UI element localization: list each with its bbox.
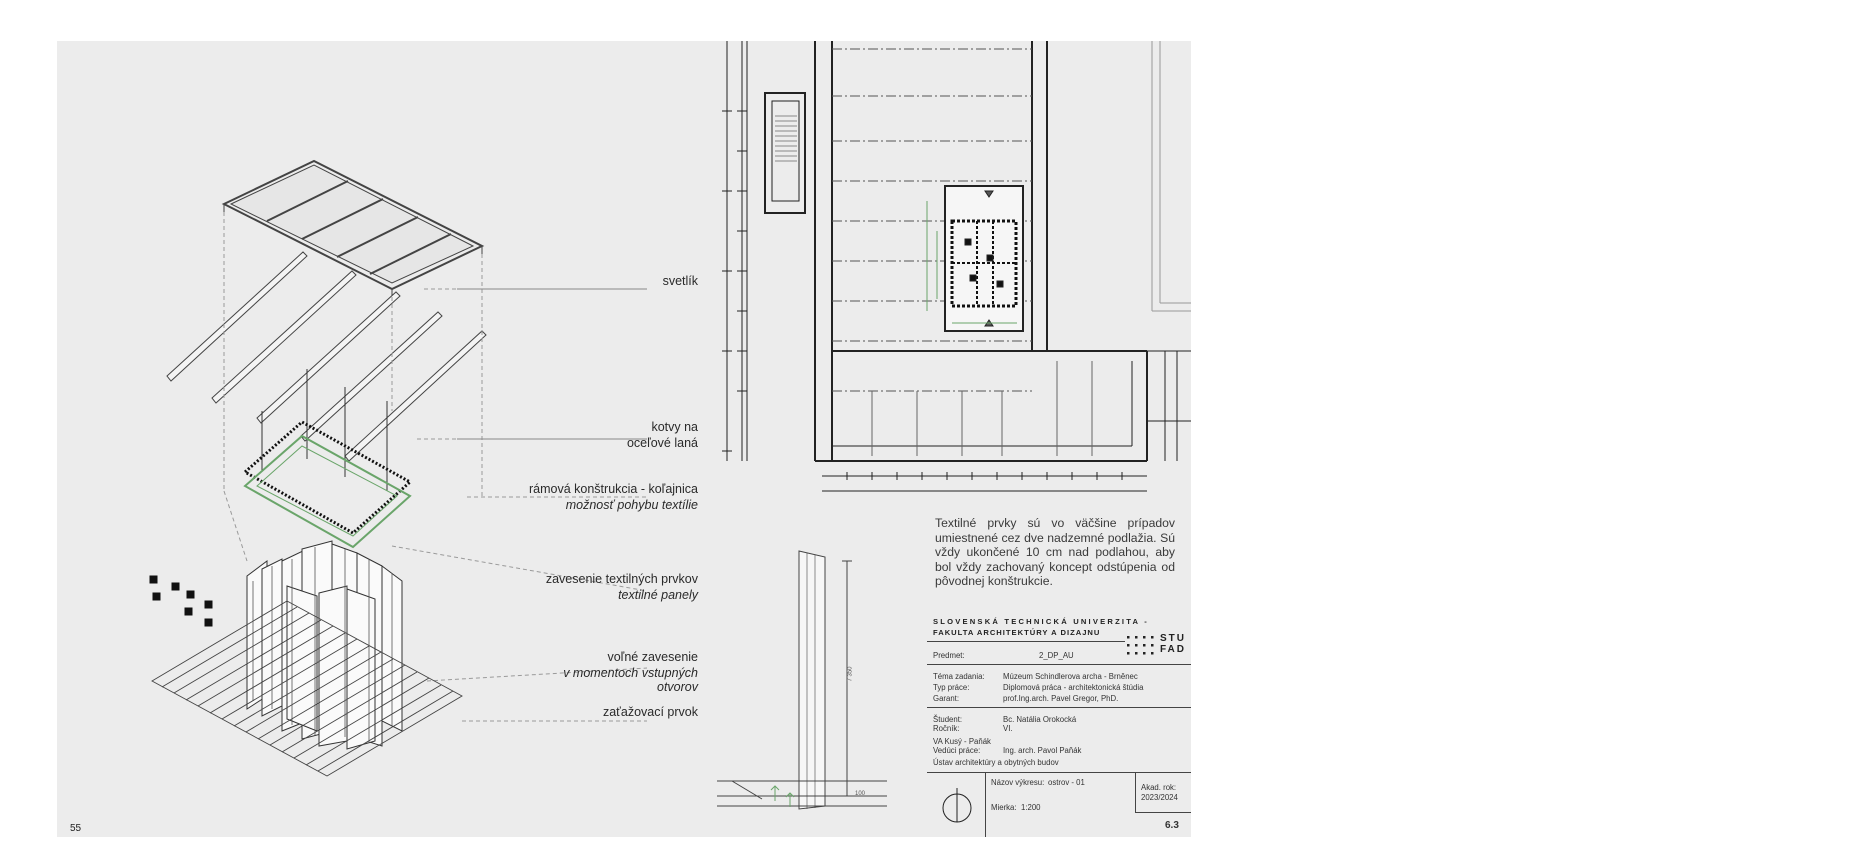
- label-ramova: rámová konštrukcia - koľajnica: [529, 482, 698, 496]
- garant-label: Garant:: [933, 694, 960, 703]
- label-volne-sub2: otvorov: [657, 680, 698, 694]
- section-height-dim: 7 350: [847, 666, 854, 682]
- page-number: 55: [70, 823, 82, 834]
- akad-value: 2023/2024: [1141, 793, 1178, 802]
- rocnik-value: VI.: [1003, 724, 1013, 733]
- mierka-value: 1:200: [1021, 803, 1041, 812]
- student-label: Študent:: [933, 715, 963, 724]
- label-volne-sub1: v momentoch vstupných: [563, 666, 698, 680]
- label-volne: voľné zavesenie: [607, 650, 698, 664]
- faculty-name: FAKULTA ARCHITEKTÚRY A DIZAJNU: [933, 628, 1101, 637]
- label-svetlik: svetlík: [662, 274, 698, 288]
- drawing-sheet: [57, 41, 1191, 837]
- ustav-text: Ústav architektúry a obytných budov: [933, 758, 1059, 767]
- label-zavesenie: zavesenie textilných prvkov: [545, 572, 698, 586]
- nazov-value: ostrov - 01: [1048, 778, 1085, 787]
- logo-fad: FAD: [1160, 644, 1186, 655]
- label-kotvy-1: kotvy na: [651, 420, 698, 434]
- label-zatazovaci: zaťažovací prvok: [602, 705, 698, 719]
- title-block: [927, 606, 1191, 837]
- typ-value: Diplomová práca - architektonická štúdia: [1003, 683, 1144, 692]
- nazov-label: Názov výkresu:: [991, 778, 1045, 787]
- predmet-value: 2_DP_AU: [1039, 651, 1074, 660]
- tema-label: Téma zadania:: [933, 672, 985, 681]
- stu-fad-logo: [1125, 633, 1189, 663]
- veduci-label: Vedúci práce:: [933, 746, 981, 755]
- predmet-label: Predmet:: [933, 651, 965, 660]
- veduci-value: Ing. arch. Pavol Paňák: [1003, 746, 1082, 755]
- label-ramova-sub: možnosť pohybu textílie: [565, 498, 698, 512]
- logo-dots-icon: [1125, 633, 1155, 657]
- typ-label: Typ práce:: [933, 683, 970, 692]
- tema-value: Múzeum Schindlerova archa - Brněnec: [1003, 672, 1138, 681]
- section-gap-dim: 100: [855, 791, 866, 797]
- rocnik-label: Ročník:: [933, 724, 960, 733]
- label-kotvy-2: oceľové laná: [626, 436, 698, 450]
- north-arrow-icon: [941, 786, 973, 826]
- va-label: VA Kusý - Paňák: [933, 737, 991, 746]
- mierka-label: Mierka:: [991, 803, 1017, 812]
- akad-label: Akad. rok:: [1141, 783, 1177, 792]
- label-zavesenie-sub: textilné panely: [618, 588, 698, 602]
- student-value: Bc. Natália Orokocká: [1003, 715, 1077, 724]
- university-name: SLOVENSKÁ TECHNICKÁ UNIVERZITA -: [933, 617, 1149, 626]
- logo-stu: STU: [1160, 633, 1186, 644]
- garant-value: prof.Ing.arch. Pavel Gregor, PhD.: [1003, 694, 1119, 703]
- sheet-number: 6.3: [1165, 820, 1179, 831]
- description-text: Textilné prvky sú vo väčšine prípadov umiestnené cez dve nadzemné podlažia. Sú vždy ukončené 10 cm nad podlahou, aby bol vždy zachovaný koncept odstúpenia od pôvodnej konštrukcie.: [935, 516, 1175, 588]
